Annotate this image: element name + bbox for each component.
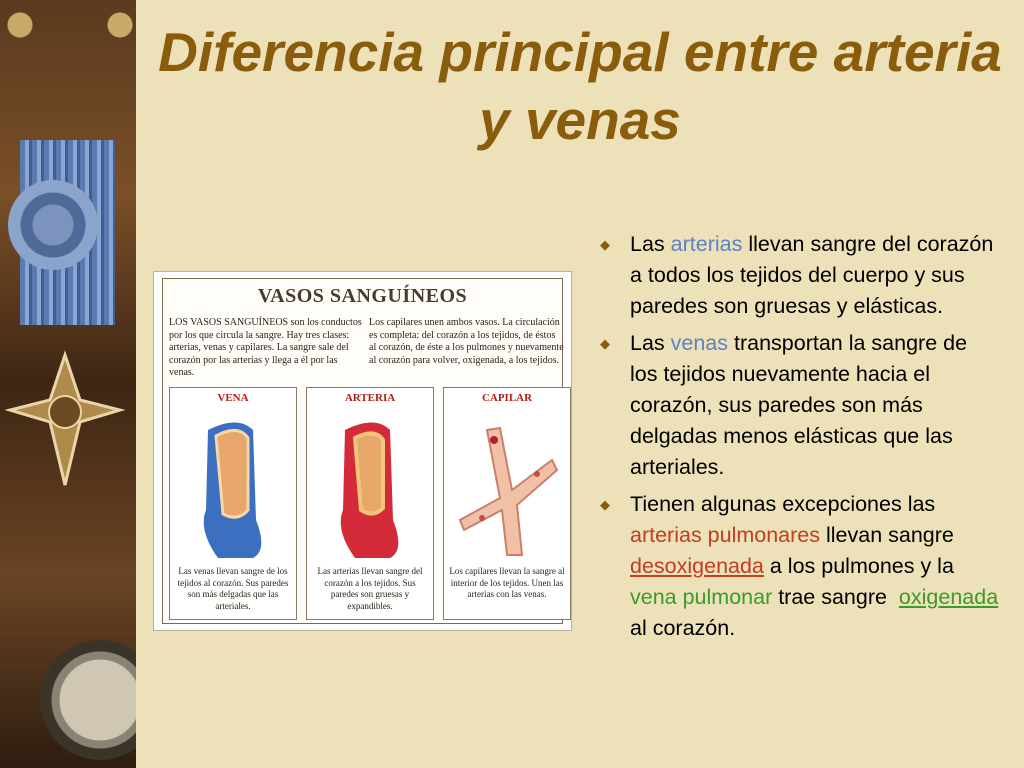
capillary-illustration: [452, 410, 562, 560]
figure-heading: VASOS SANGUÍNEOS: [257, 285, 468, 307]
term-desoxigenada: desoxigenada: [630, 554, 764, 578]
diamond-bullet-icon: ◆: [600, 497, 610, 512]
artery-illustration: [315, 410, 425, 560]
diamond-bullet-icon: ◆: [600, 237, 610, 252]
artery-caption: Las arterias llevan sangre del corazón a los tejidos. Sus paredes son gruesas y expandibles.: [317, 566, 423, 611]
term-arterias-pulmonares: arterias pulmonares: [630, 523, 821, 547]
vein-label: VENA: [217, 392, 249, 404]
rosette-decoration: [8, 180, 98, 270]
term-venas: venas: [670, 331, 729, 355]
figure-intro-left: LOS VASOS SANGUÍNEOS son los conductos por los que circula la sangre. Hay tres clases: arterias, venas y capilares. La sangre sale del corazón por las arterias y llega a él por las venas.: [169, 317, 362, 378]
capillary-caption: Los capilares llevan la sangre al interior de los tejidos. Unen las arterias con las venas.: [449, 566, 565, 599]
diamond-bullet-icon: ◆: [600, 336, 610, 351]
bullet-list: [600, 229, 1000, 650]
vein-panel: [169, 387, 297, 620]
decorative-side-image: [0, 0, 136, 768]
vein-caption: Las venas llevan sangre de los tejidos al corazón. Sus paredes son más delgadas que las arteriales.: [177, 566, 289, 611]
figure-frame: [162, 278, 563, 624]
bullet-exceptions: ◆ Tienen algunas excepciones las arterias pulmonares llevan sangre desoxigenada a los pulmones y la vena pulmonar trae sangre oxigenada al corazón.: [600, 489, 1000, 644]
capillary-panel: [443, 387, 571, 620]
page-title: Diferencia principal entre arteria y venas: [158, 21, 1002, 151]
medal-cross-decoration: [5, 350, 125, 490]
term-vena-pulmonar: vena pulmonar: [630, 585, 773, 609]
bullet-veins: ◆ Las venas transportan la sangre de los tejidos nuevamente hacia el corazón, sus paredes son más delgadas menos elásticas que las arteriales.: [600, 328, 1000, 483]
blood-vessels-figure: [153, 271, 572, 631]
capillary-label: CAPILAR: [481, 392, 533, 404]
figure-intro-right: Los capilares unen ambos vasos. La circulación es completa: del corazón a los tejidos, de éstos al corazón, de éste a los pulmones y nuevamente al corazón para volver, oxigenada, a los tejidos.: [369, 317, 564, 366]
vein-illustration: [178, 410, 288, 560]
bullet-arteries: ◆ Las arterias llevan sangre del corazón a todos los tejidos del cuerpo y sus paredes son gruesas y elásticas.: [600, 229, 1000, 322]
artery-label: ARTERIA: [344, 392, 396, 404]
compass-decoration: [40, 640, 136, 760]
term-oxigenada: oxigenada: [898, 585, 999, 609]
artery-panel: [306, 387, 434, 620]
term-arterias: arterias: [670, 232, 743, 256]
